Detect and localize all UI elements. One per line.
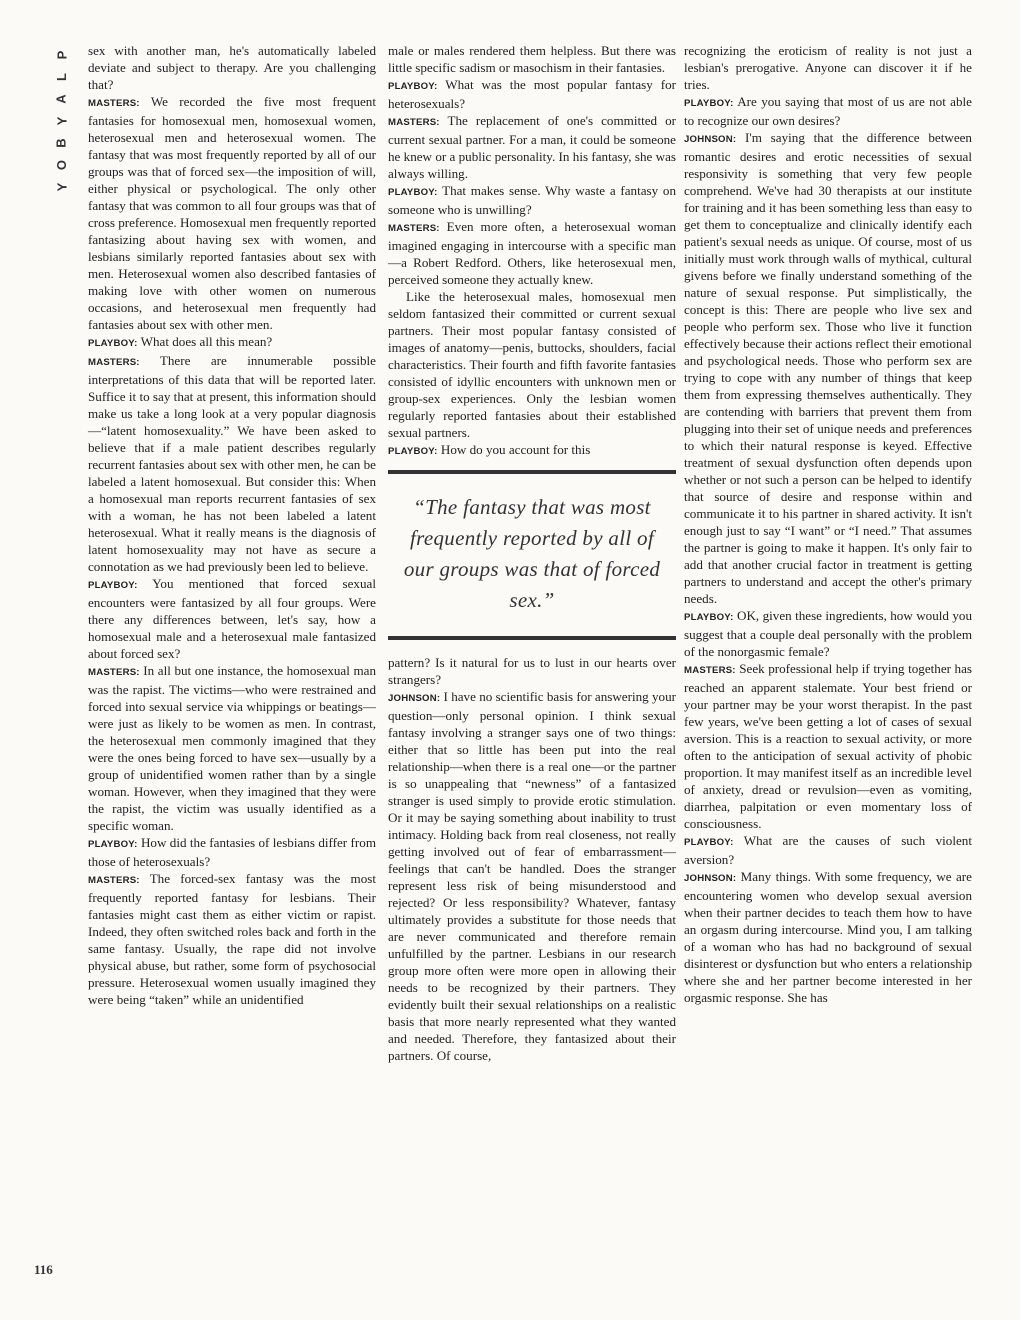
speaker-label: JOHNSON:	[684, 134, 737, 145]
speaker-label: JOHNSON:	[684, 873, 737, 884]
paragraph-text: What are the causes of such violent aversion?	[684, 833, 972, 867]
masthead-letter: O	[54, 159, 69, 171]
paragraph	[388, 288, 676, 441]
paragraph-text: You mentioned that forced sexual encounters were fantasized by all four groups. Were there any differences between, let's say, how a homosexual male and a heterosexual male fantasized about forced sex?	[88, 576, 376, 661]
masthead-letter: Y	[53, 182, 69, 192]
masthead-letter: A	[53, 94, 69, 104]
paragraph-text: Like the heterosexual males, homosexual men seldom fantasized their committed or current sexual partners. Their most popular fantasy consisted of images of anatomy—penis, buttocks, shoulders, facial characteristics. Their fourth and fifth favorite fantasies consisted of idyllic encounters with unknown men or group-sex experiences. Only the lesbian women regularly reported fantasies about their established sexual partners.	[388, 289, 676, 440]
paragraph	[388, 218, 676, 288]
page-number: 116	[34, 1262, 53, 1277]
paragraph-text: How did the fantasies of lesbians differ from those of heterosexuals?	[88, 835, 377, 869]
paragraph	[388, 182, 676, 218]
speaker-label: MASTERS:	[88, 357, 140, 368]
speaker-label: MASTERS:	[388, 117, 440, 128]
paragraph	[684, 868, 972, 1006]
speaker-label: PLAYBOY:	[684, 612, 734, 623]
masthead-letter: P	[53, 50, 69, 60]
paragraph	[684, 93, 972, 129]
paragraph	[388, 112, 676, 182]
paragraph	[388, 42, 676, 76]
paragraph-text: Even more often, a heterosexual woman imagined engaging in intercourse with a specific man—a Robert Redford. Others, like heterosexual men, perceived someone they actually knew.	[388, 219, 676, 287]
paragraph-text: What does all this mean?	[140, 334, 273, 349]
paragraph-text: In all but one instance, the homosexual man was the rapist. The victims—who were restrained and forced into sexual service via whippings or beatings—were just as likely to be women as men. In contrast, the heterosexual men commonly imagined that they were the ones being forced to have sex—usually by a group of unidentified women rather than by a single woman. However, when they imagined that they were the rapist, the victim was usually identified as a specific woman.	[88, 663, 376, 833]
paragraph-text: That makes sense. Why waste a fantasy on someone who is unwilling?	[388, 183, 676, 217]
speaker-label: PLAYBOY:	[88, 580, 138, 591]
paragraph-text: sex with another man, he's automatically labeled deviate and subject to therapy. Are you challenging that?	[88, 43, 376, 92]
paragraph	[88, 870, 376, 1008]
column-2-bottom	[388, 654, 676, 1064]
column-2-top	[388, 42, 676, 460]
speaker-label: PLAYBOY:	[88, 338, 138, 349]
speaker-label: PLAYBOY:	[388, 187, 438, 198]
masthead-letter: Y	[53, 116, 69, 126]
paragraph-text: How do you account for this	[440, 442, 591, 457]
paragraph-text: OK, given these ingredients, how would you suggest that a couple deal personally with the problem of the nonorgasmic female?	[684, 608, 973, 659]
speaker-label: PLAYBOY:	[388, 446, 438, 457]
speaker-label: PLAYBOY:	[388, 81, 438, 92]
paragraph-text: Seek professional help if trying together has reached an apparent stalemate. Your best friend or your partner may be your worst therapist. In the past few years, we've been getting a lot of cases of sexual aversion. This is a reaction to sexual activity, or more often to the anticipation of sexual activity of phobic proportion. It may manifest itself as an incredible level of anxiety, dread or revulsion—even as vomiting, diarrhea, palpitation or even momentary loss of consciousness.	[684, 661, 972, 831]
paragraph	[88, 333, 376, 352]
paragraph	[684, 42, 972, 93]
text-column-2	[388, 42, 676, 1064]
paragraph	[388, 76, 676, 112]
paragraph-text: Are you saying that most of us are not able to recognize our own desires?	[684, 94, 972, 128]
paragraph-text: The replacement of one's committed or current sexual partner. For a man, it could be someone he knew or a public personality. In his fantasy, she was always willing.	[388, 113, 677, 181]
paragraph	[684, 607, 972, 660]
paragraph	[88, 352, 376, 575]
paragraph	[88, 575, 376, 662]
paragraph-text: What was the most popular fantasy for heterosexuals?	[388, 77, 676, 111]
paragraph	[684, 129, 972, 607]
paragraph-text: There are innumerable possible interpretations of this data that will be reported later. Suffice it to say that at present, this information should make us take a long look at a very popular diagnosis—“latent homosexuality.” We have been asked to believe that if a male patient describes regularly recurrent fantasies about sex with other men, he can be labeled a latent homosexual. But consider this: When a homosexual man reports recurrent fantasies of sex with a woman, he has not been labeled a latent heterosexual. What it really means is the diagnosis of latent homosexuality may not have as secure a connotation as we had previously been led to believe.	[88, 353, 376, 574]
paragraph-text: pattern? Is it natural for us to lust in our hearts over strangers?	[388, 655, 676, 687]
speaker-label: PLAYBOY:	[88, 839, 138, 850]
speaker-label: MASTERS:	[684, 665, 736, 676]
speaker-label: JOHNSON:	[388, 693, 441, 704]
paragraph-text: We recorded the five most frequent fantasies for homosexual men, homosexual women, heterosexual men and heterosexual women. The fantasy that was most frequently reported by all of our groups was that of forced sex—the imposition of will, either physical or psychological. The only other fantasy that was common to all four groups was that of cross preference. Homosexual men frequently reported fantasizing about having sex with women, and lesbians similarly reported fantasies about sex with men. Heterosexual women also described fantasies of making love with other women on numerous occasions, and heterosexual men frequently had fantasies about sex with other men.	[88, 94, 376, 332]
paragraph	[684, 832, 972, 868]
paragraph-text: I have no scientific basis for answering your question—only personal opinion. I think sexual fantasy involving a stranger says one of two things: either that so little has been put into the real relationship—when there is a real one—or the partner is so unappealing that “newness” of a fantasized stranger is used simply to provide erotic stimulation. Or it may be saying something about inability to trust intimacy. Holding back from real closeness, not really getting involved out of fear of embarrassment—feelings that can't be handled. Does the stranger represent less risk of being misunderstood and rejected? Or less responsibility? Whatever, fantasy ultimately provides a substitute for those needs that are never communicated and therefore remain unfulfilled by the partner. Lesbians in our research group more often were more open in allowing their needs to be recognized by their partners. They evidently built their sexual relationships on a realistic basis that more nearly represented what they wanted and needed. Therefore, they fantasized about their partners. Of course,	[388, 689, 676, 1063]
pull-quote: “The fantasy that was most frequently reported by all of our groups was that of forced sex.”	[388, 470, 676, 640]
paragraph	[88, 662, 376, 834]
paragraph	[88, 93, 376, 333]
speaker-label: MASTERS:	[88, 98, 140, 109]
paragraph-text: The forced-sex fantasy was the most frequently reported fantasy for lesbians. Their fantasies might cast them as either victim or rapist. Indeed, they often switched roles back and forth in the same fantasy. Usually, the rape did not involve physical abuse, but rather, some form of psychosocial pressure. Heterosexual women usually imagined they were being “taken” while an unidentified	[88, 871, 376, 1007]
speaker-label: MASTERS:	[88, 875, 140, 886]
paragraph	[88, 42, 376, 93]
paragraph	[88, 834, 376, 870]
speaker-label: MASTERS:	[388, 223, 440, 234]
paragraph	[388, 688, 676, 1064]
speaker-label: MASTERS:	[88, 667, 140, 678]
text-column-1	[88, 42, 376, 1008]
paragraph-text: male or males rendered them helpless. But there was little specific sadism or masochism in their fantasies.	[388, 43, 676, 75]
masthead-letter: B	[53, 138, 69, 148]
masthead-letter: L	[53, 73, 69, 81]
paragraph-text: I'm saying that the difference between romantic desires and erotic necessities of sexual responsivity is something that very few people comprehend. We've had 30 therapists at our institute for training and it has been something less than easy to get them to conceptualize and clinically identify each patient's sexual needs as unique. Of course, most of us initially must work through walls of mythical, cultural givens before we finally understand something of the nature of sexual response. Put simplistically, the concept is this: There are people who live sex and people who perform sex. Those who live it function effectively because their actions reflect their emotional and psychological needs. Those who perform sex are trying to cope with any number of things that keep them from expressing themselves authentically. They are contending with barriers that prevent them from plugging into their set of unique needs and preferences to which their natural response is keyed. Effective treatment of sexual dysfunction often depends upon whether or not such a person can be helped to identify that source of desire and response within and communicate it to his partner in shared activity. It isn't enough just to say “I want” or “I need.” That assumes the partner is going to make it happen. It's only fair to add that another crucial factor in treatment is getting partners to understand and accept the other's primary needs.	[684, 130, 972, 606]
paragraph-text: Many things. With some frequency, we are encountering women who develop sexual aversion when their partner decides to teach them how to have an orgasm during intercourse. Mind you, I am talking of a woman who has had no background of sexual disinterest or dysfunction but who enters a relationship where she and her partner become interested in her orgasmic response. She has	[684, 869, 972, 1005]
text-column-3	[684, 42, 972, 1006]
masthead	[52, 44, 72, 198]
paragraph	[388, 654, 676, 688]
speaker-label: PLAYBOY:	[684, 98, 734, 109]
speaker-label: PLAYBOY:	[684, 837, 734, 848]
paragraph	[684, 660, 972, 832]
paragraph	[388, 441, 676, 460]
paragraph-text: recognizing the eroticism of reality is not just a lesbian's prerogative. Anyone can discover it if he tries.	[684, 43, 972, 92]
